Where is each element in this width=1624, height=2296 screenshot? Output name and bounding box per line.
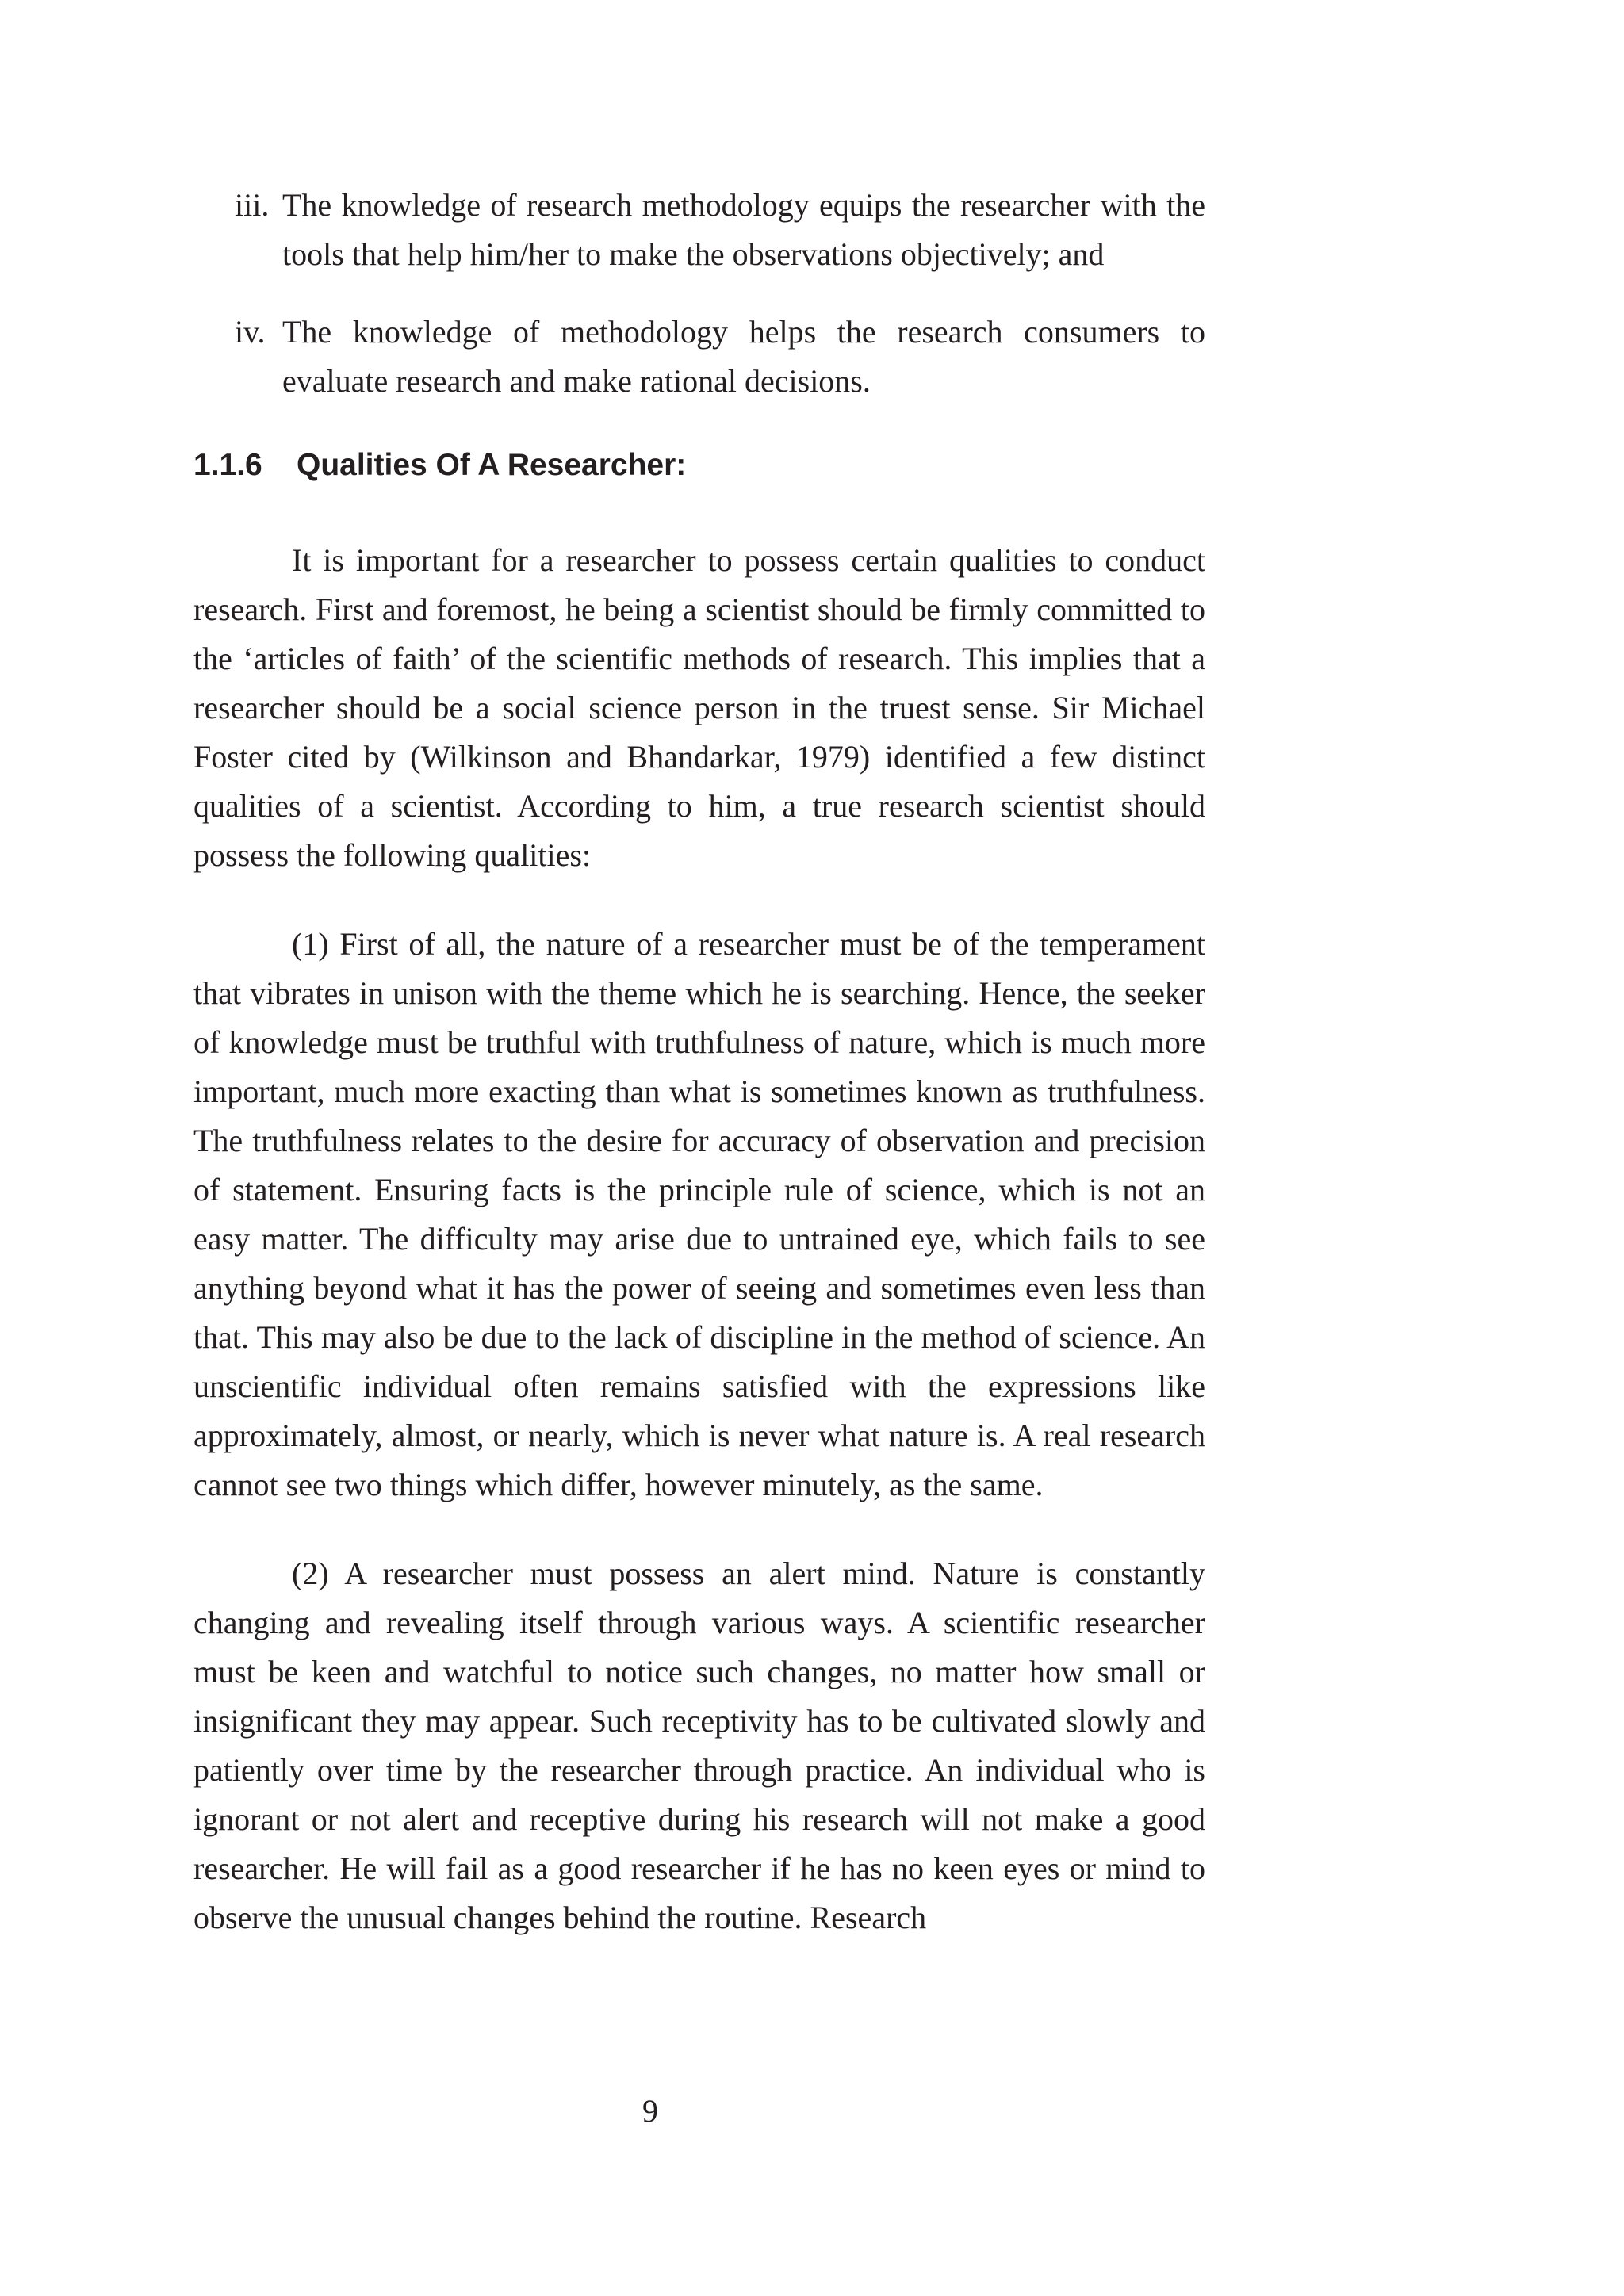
section-heading (193, 441, 1205, 490)
list-marker: iv. (235, 314, 266, 350)
list-item-text: The knowledge of methodology helps the research consumers to evaluate research and make rational decisions. (282, 314, 1205, 399)
paragraph: (1) First of all, the nature of a researcher must be of the temperament that vibrates in unison with the theme which he is searching. Hence, the seeker of knowledge must be truthful with truthfulness of nature, which is much more important, much more exacting than what is sometimes known as truthfulness. The truthfulness relates to the desire for accuracy of observation and precision of statement. Ensuring facts is the principle rule of science, which is not an easy matter. The difficulty may arise due to untrained eye, which fails to see anything beyond what it has the power of seeing and sometimes even less than that. This may also be due to the lack of discipline in the method of science. An unscientific individual often remains satisfied with the expressions like approximately, almost, or nearly, which is never what nature is. A real research cannot see two things which differ, however minutely, as the same. (193, 926, 1205, 1502)
page-body (193, 181, 1205, 1982)
section-number: 1.1.6 (193, 448, 262, 482)
list-item (193, 181, 1205, 279)
paragraph: It is important for a researcher to possess certain qualities to conduct research. First and foremost, he being a scientist should be firmly committed to the ‘articles of faith’ of the scientific methods of research. This implies that a researcher should be a social science person in the truest sense. Sir Michael Foster cited by (Wilkinson and Bhandarkar, 1979) identified a few distinct qualities of a scientist. According to him, a true research scientist should possess the following qualities: (193, 542, 1205, 873)
page-number: 9 (642, 2093, 658, 2129)
list-item-text: The knowledge of research methodology equips the researcher with the tools that help him/her to make the observations objectively; and (282, 187, 1205, 272)
list-item (193, 308, 1205, 406)
section-title: Qualities Of A Researcher: (297, 448, 687, 482)
list-marker: iii. (235, 187, 270, 223)
paragraph: (2) A researcher must possess an alert mind. Nature is constantly changing and revealing itself through various ways. A scientific researcher must be keen and watchful to notice such changes, no matter how small or insignificant they may appear. Such receptivity has to be cultivated slowly and patiently over time by the researcher through practice. An individual who is ignorant or not alert and receptive during his research will not make a good researcher. He will fail as a good researcher if he has no keen eyes or mind to observe the unusual changes behind the routine. Research (193, 1556, 1205, 1935)
